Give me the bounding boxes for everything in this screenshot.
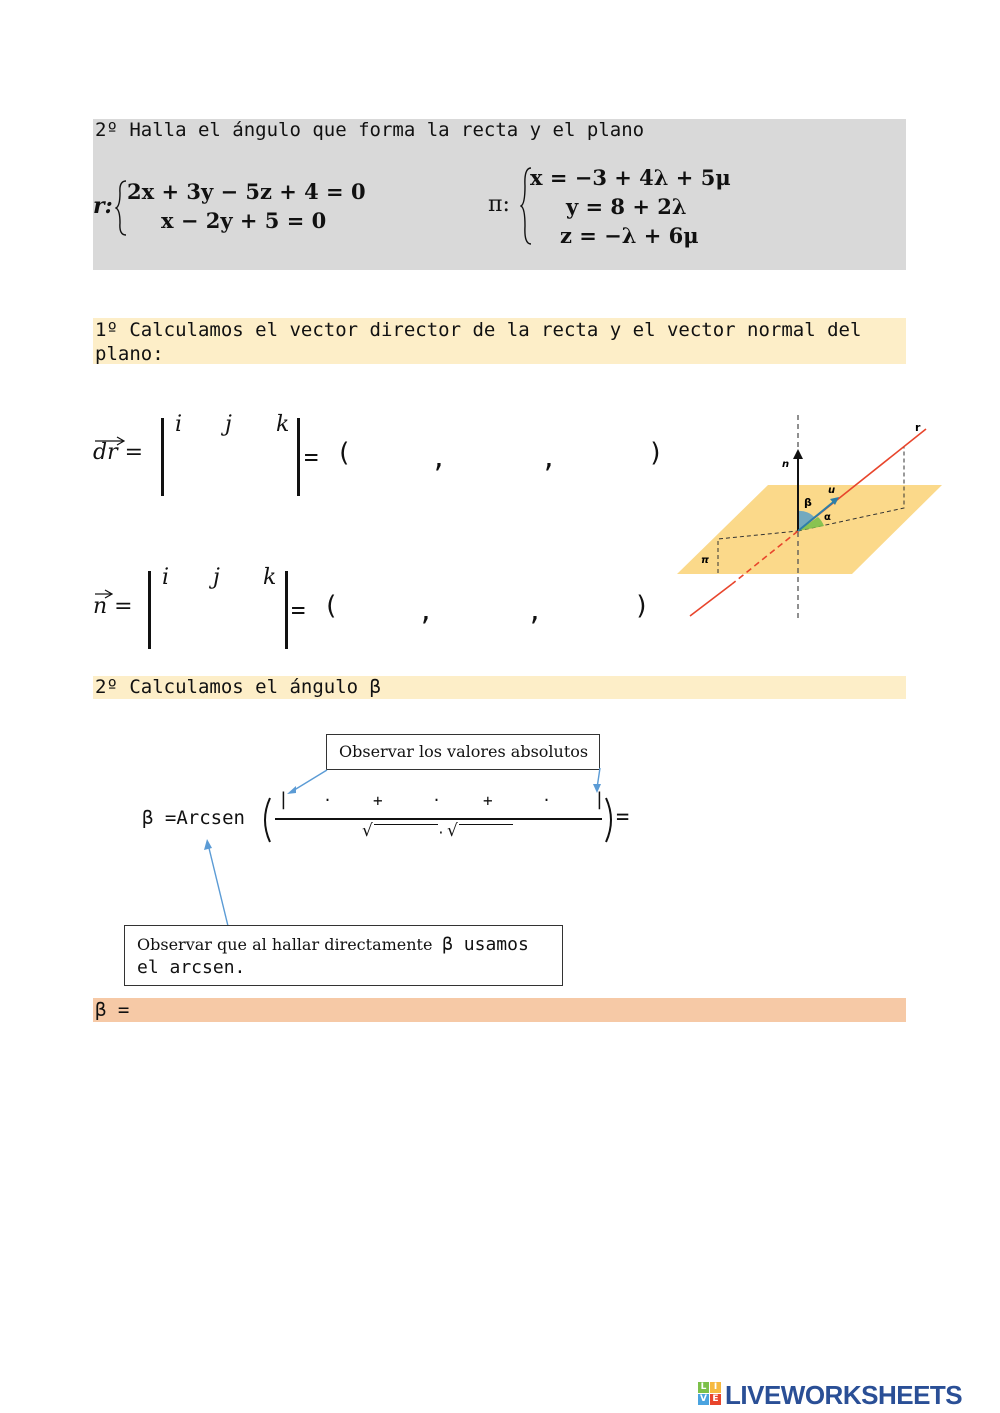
line-label: r: xyxy=(93,193,113,219)
det-k: k xyxy=(263,565,277,590)
left-paren-icon xyxy=(258,797,274,843)
note-arcsen xyxy=(124,925,563,986)
plus-op: + xyxy=(373,791,383,810)
dot-op: · xyxy=(542,791,552,809)
det-bar-right xyxy=(297,418,300,496)
line-plane-figure xyxy=(672,413,947,623)
note-arcsen-serif: Observar que al hallar directamente xyxy=(137,935,433,954)
open-paren: ( xyxy=(336,438,352,468)
arcsen-formula xyxy=(140,785,660,855)
n-determinant xyxy=(93,563,693,663)
step1-heading: 1º Calculamos el vector director de la recta y el vector normal del plano: xyxy=(95,319,862,365)
numerator-input-1[interactable] xyxy=(290,791,322,819)
dr-label: dr = xyxy=(93,440,144,465)
label-beta: β xyxy=(804,496,812,509)
det-equals: = xyxy=(304,443,319,471)
det-k: k xyxy=(276,412,290,437)
abs-bar-left: | xyxy=(278,789,289,810)
dot-op: · xyxy=(323,791,333,809)
fraction-line xyxy=(275,818,602,820)
label-n: n xyxy=(782,459,790,470)
numerator-input-6[interactable] xyxy=(555,791,593,819)
plane-eq-1: x = −3 + 4λ + 5μ xyxy=(530,165,731,190)
det-i: i xyxy=(162,565,170,590)
det-equals: = xyxy=(291,596,306,624)
sqrt-icon: √ xyxy=(362,821,373,841)
sqrt-input-1[interactable] xyxy=(376,825,438,849)
note-arcsen-text xyxy=(137,933,552,979)
line-eq-1: 2x + 3y − 5z + 4 = 0 xyxy=(127,179,366,204)
dr-x-input[interactable] xyxy=(358,444,430,472)
formula-equals: = xyxy=(616,805,630,830)
dr-z-input[interactable] xyxy=(563,444,647,472)
plus-op: + xyxy=(483,791,493,810)
label-r: r xyxy=(915,421,921,434)
note-absolute-text: Observar los valores absolutos xyxy=(339,742,589,761)
abs-bar-right: | xyxy=(594,789,605,810)
det-j: j xyxy=(213,565,220,590)
comma: , xyxy=(527,597,543,627)
close-paren: ) xyxy=(648,438,664,468)
brand-text: LIVEWORKSHEETS xyxy=(725,1380,963,1410)
comma: , xyxy=(418,597,434,627)
close-paren: ) xyxy=(634,591,650,621)
note-arcsen-mono: β usamos el arcsen. xyxy=(137,934,529,978)
label-alpha: α xyxy=(824,512,831,523)
line-r-solid xyxy=(690,584,732,616)
sqrt-icon: √ xyxy=(447,821,458,841)
label-pi: π xyxy=(701,555,709,566)
det-bar-left xyxy=(161,418,164,496)
dot-op: · xyxy=(432,791,442,809)
plane-label: π: xyxy=(488,192,510,217)
logo-letter-v: V xyxy=(698,1394,709,1405)
logo-letter-e: E xyxy=(710,1394,721,1405)
numerator-input-5[interactable] xyxy=(502,791,542,819)
open-paren: ( xyxy=(323,591,339,621)
n-label: n = xyxy=(93,594,133,619)
numerator-input-3[interactable] xyxy=(392,791,432,819)
formula-prefix: β =Arcsen xyxy=(142,807,245,829)
numerator-input-4[interactable] xyxy=(445,791,483,819)
logo-icon xyxy=(698,1382,722,1406)
n-y-input[interactable] xyxy=(440,597,526,625)
sqrt-input-2[interactable] xyxy=(461,825,515,849)
dr-y-input[interactable] xyxy=(453,444,539,472)
logo-letter-i: I xyxy=(710,1382,721,1393)
plane-eq-3: z = −λ + 6μ xyxy=(560,223,699,248)
step2-heading: 2º Calculamos el ángulo β xyxy=(95,676,381,698)
comma: , xyxy=(541,444,557,474)
arrow-head-icon xyxy=(793,449,803,459)
problem-title: 2º Halla el ángulo que forma la recta y el plano xyxy=(95,119,645,141)
line-eq-2: x − 2y + 5 = 0 xyxy=(161,208,327,233)
plane-eq-2: y = 8 + 2λ xyxy=(566,194,687,219)
det-bar-right xyxy=(285,571,288,649)
dot-op: · xyxy=(437,826,445,841)
result-label: β = xyxy=(95,999,130,1021)
n-x-input[interactable] xyxy=(345,597,417,625)
numerator-input-2[interactable] xyxy=(336,791,370,819)
det-j: j xyxy=(225,412,232,437)
logo-letter-l: L xyxy=(698,1382,709,1393)
det-bar-left xyxy=(148,571,151,649)
det-i: i xyxy=(175,412,183,437)
dr-determinant xyxy=(93,410,693,510)
result-input[interactable] xyxy=(140,998,444,1024)
comma: , xyxy=(431,444,447,474)
formula-result-input[interactable] xyxy=(638,805,662,833)
label-u: u xyxy=(828,485,836,496)
n-z-input[interactable] xyxy=(549,597,633,625)
